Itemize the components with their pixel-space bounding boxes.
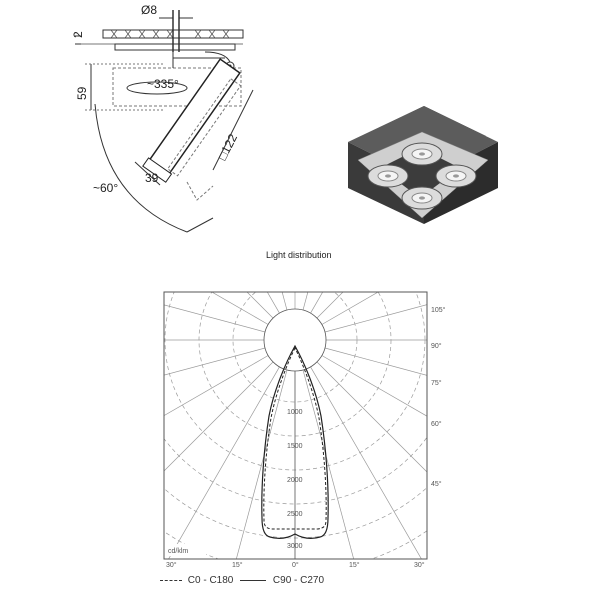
angle-label-105: 105° xyxy=(431,307,446,314)
rotation-indicator xyxy=(127,77,187,94)
bottom-angle-30-left: 30° xyxy=(166,562,177,569)
angle-label-90: 90° xyxy=(431,343,442,350)
dim-width-label: 39 xyxy=(145,171,159,185)
legend-label-c0-c180: C0 - C180 xyxy=(187,575,234,586)
angle-labels-right xyxy=(431,306,446,488)
angle-labels-bottom xyxy=(166,561,425,569)
angle-label-75: 75° xyxy=(431,380,442,387)
bottom-angle-15-right: 15° xyxy=(349,562,360,569)
dim-diameter xyxy=(141,3,193,18)
legend-dashed-line xyxy=(160,580,182,581)
dim-thickness xyxy=(71,31,85,44)
dim-drop-label: 59 xyxy=(75,86,89,100)
angle-label-60: 60° xyxy=(431,421,442,428)
grid-spoke xyxy=(325,236,600,332)
grid-spoke xyxy=(0,236,265,332)
legend xyxy=(160,575,324,586)
grid-spoke xyxy=(325,348,600,444)
lens-bottom xyxy=(402,187,442,209)
radial-tick-1500: 1500 xyxy=(287,443,303,450)
grid-spoke xyxy=(322,356,600,541)
dim-diameter-label: Ø8 xyxy=(141,3,158,17)
bottom-angle-15-left: 15° xyxy=(232,562,243,569)
dim-rotation-label: ~335° xyxy=(147,77,179,91)
radial-tick-3000: 3000 xyxy=(287,543,303,550)
lens-left xyxy=(368,165,408,187)
polar-diagram xyxy=(158,290,446,570)
unit-label: cd/klm xyxy=(168,548,189,555)
light-distribution-caption: Light distribution xyxy=(266,250,332,260)
dim-length-label: □122 xyxy=(215,131,241,163)
legend-solid-line xyxy=(240,580,266,581)
grid-spoke xyxy=(0,356,268,541)
legend-label-c90-c270: C90 - C270 xyxy=(272,575,325,586)
dim-thickness-label: 2 xyxy=(71,31,85,38)
bottom-angle-30-right: 30° xyxy=(414,562,425,569)
lens-right xyxy=(436,165,476,187)
ceiling-plate xyxy=(75,10,243,52)
bottom-angle-0: 0° xyxy=(292,562,299,569)
center-circle xyxy=(264,309,326,371)
radial-tick-1000: 1000 xyxy=(287,409,303,416)
product-image xyxy=(336,100,506,230)
grid-spoke xyxy=(0,348,265,444)
technical-drawing xyxy=(55,0,315,245)
lens-top xyxy=(402,143,442,165)
angle-label-45: 45° xyxy=(431,481,442,488)
radial-tick-2500: 2500 xyxy=(287,511,303,518)
radial-tick-2000: 2000 xyxy=(287,477,303,484)
dim-tilt-label: ~60° xyxy=(93,181,119,195)
